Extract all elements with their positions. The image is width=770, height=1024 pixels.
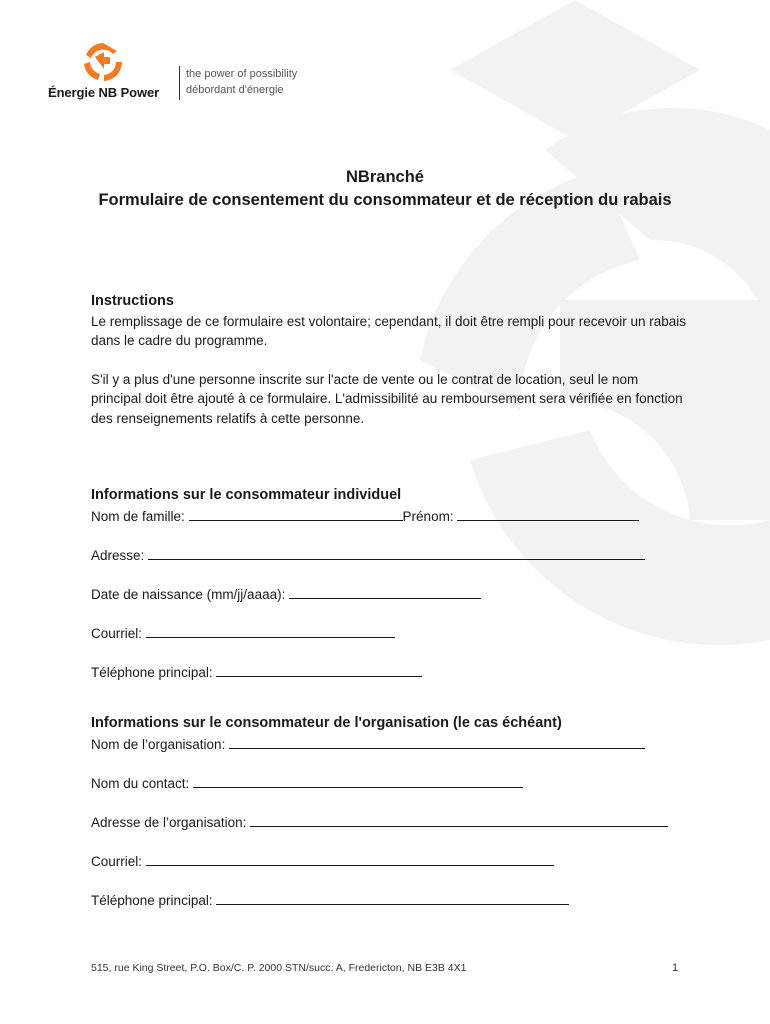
address-field[interactable] [148, 545, 645, 560]
org-address-row [91, 812, 691, 832]
instructions-paragraph-1: Le remplissage de ce formulaire est volontaire; cependant, il doit être rempli pour recevoir un rabais dans le cadre du programme. [91, 313, 687, 348]
contact-label: Nom du contact: [91, 775, 194, 791]
individual-consumer-section [91, 486, 691, 681]
document-title [80, 166, 690, 212]
phone-field[interactable] [216, 662, 422, 677]
logo-wordmark: Énergie NB Power [48, 85, 160, 100]
org-email-field[interactable] [146, 851, 554, 866]
individual-section-heading: Informations sur le consommateur individuel [91, 487, 402, 503]
program-name: NBranché [346, 168, 424, 186]
company-logo [46, 40, 346, 110]
email-label: Courriel: [91, 625, 146, 641]
form-body [91, 292, 691, 909]
address-row [91, 545, 691, 565]
org-phone-field[interactable] [216, 890, 569, 905]
address-label: Adresse: [91, 547, 149, 563]
phone-row [91, 662, 691, 682]
org-phone-row [91, 890, 691, 910]
contact-field[interactable] [193, 773, 523, 788]
tagline-english: the power of possibility [186, 68, 298, 80]
org-name-row [91, 734, 691, 754]
birthdate-row [91, 584, 691, 604]
organization-consumer-section [91, 714, 691, 909]
instructions-paragraph-2: S'il y a plus d'une personne inscrite sur l'acte de vente ou le contrat de location, seul le nom principal doit être ajouté à ce formulaire. L'admissibilité au remboursement sera vérifiée en fonction des renseignements relatifs à cette personne. [91, 371, 683, 426]
org-address-field[interactable] [250, 812, 668, 827]
org-name-field[interactable] [229, 734, 645, 749]
organization-section-heading: Informations sur le consommateur de l'organisation (le cas échéant) [91, 715, 562, 731]
instructions-section [91, 292, 691, 428]
footer-address: 515, rue King Street, P.O. Box/C. P. 2000 STN/succ. A, Fredericton, NB E3B 4X1 [91, 962, 467, 974]
contact-row [91, 773, 691, 793]
form-title: Formulaire de consentement du consommateur et de réception du rabais [98, 191, 672, 209]
tagline-french: débordant d'énergie [186, 84, 284, 96]
last-name-field[interactable] [189, 506, 403, 521]
org-name-label: Nom de l’organisation: [91, 736, 230, 752]
page-number: 1 [672, 962, 679, 974]
instructions-heading: Instructions [91, 293, 174, 309]
birthdate-field[interactable] [289, 584, 481, 599]
last-name-label: Nom de famille: [91, 508, 189, 524]
birthdate-label: Date de naissance (mm/jj/aaaa): [91, 586, 290, 602]
org-phone-label: Téléphone principal: [91, 892, 217, 908]
name-row [91, 506, 691, 526]
logo-divider [179, 66, 180, 100]
email-row [91, 623, 691, 643]
recycle-arrows-icon [80, 40, 126, 84]
org-address-label: Adresse de l’organisation: [91, 814, 251, 830]
email-field[interactable] [146, 623, 395, 638]
org-email-row [91, 851, 691, 871]
first-name-label: Prénom: [402, 508, 458, 524]
first-name-field[interactable] [457, 506, 639, 521]
org-email-label: Courriel: [91, 853, 146, 869]
phone-label: Téléphone principal: [91, 664, 217, 680]
